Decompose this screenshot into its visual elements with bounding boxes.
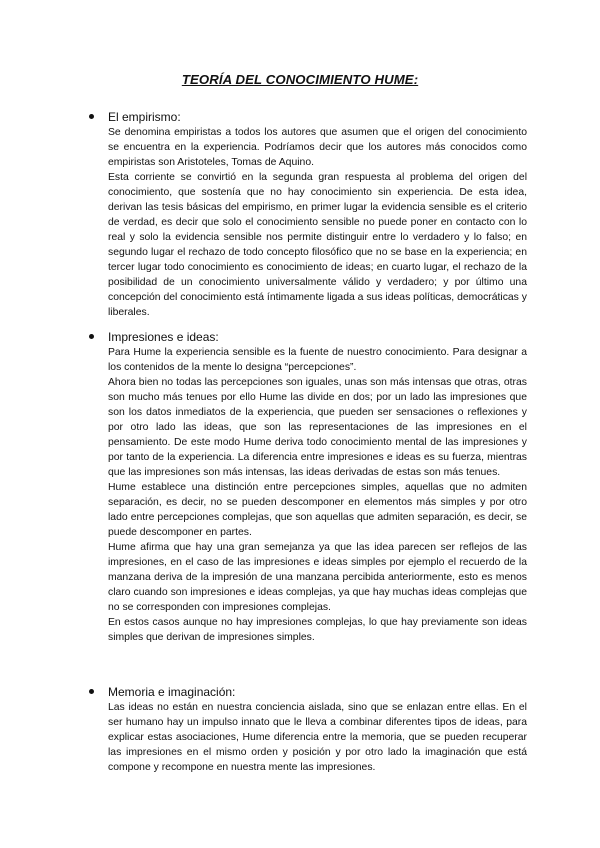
- section-heading-impresiones: [89, 330, 219, 345]
- section-body-impresiones: [108, 345, 527, 645]
- section-heading-empirismo: [89, 110, 181, 125]
- page-title: TEORÍA DEL CONOCIMIENTO HUME:: [181, 72, 419, 87]
- paragraph: Esta corriente se convirtió en la segunda gran respuesta al problema del origen del conocimiento, que sostenía que no hay conocimiento sin experiencia. De esta idea, derivan las tesis básicas del empirismo, en primer lugar la evidencia sensible es el criterio de verdad, es decir que solo el conocimiento sensible no puede poner en contacto con lo real y solo la evidencia sensible nos permite distinguir entre lo verdadero y lo falso; en segundo lugar el rechazo de todo concepto filosófico que no se base en la experiencia; en tercer lugar todo conocimiento es conocimiento de ideas; en cuarto lugar, el rechazo de la posibilidad de un conocimiento universalmente válido y verdadero; y por último una concepción del conocimiento está íntimamente ligada a sus ideas políticas, democráticas y liberales.: [108, 172, 527, 318]
- paragraph: Las ideas no están en nuestra conciencia aislada, sino que se enlazan entre ellas. En el ser humano hay un impulso innato que le lleva a combinar diferentes tipos de ideas, para explicar estas asociaciones, Hume diferencia entre la memoria, que se pueden recuperar las impresiones en el mismo orden y posición y por otro lado la imaginación que está compone y recompone en nuestra mente las impresiones.: [108, 702, 527, 773]
- paragraph: Se denomina empiristas a todos los autores que asumen que el origen del conocimiento se encuentra en la experiencia. Podríamos decir que los autores más conocidos como empiristas son Aristoteles, Tomas de Aquino.: [108, 127, 527, 168]
- paragraph: Hume establece una distinción entre percepciones simples, aquellas que no admiten separación, es decir, no se pueden descomponer en elementos más simples y por otro lado entre percepciones complejas, que son aquellas que admiten separación, es decir, se puede descomponer en partes.: [108, 482, 527, 538]
- bullet-icon: [89, 334, 94, 339]
- section-heading-text: El empirismo:: [108, 110, 181, 124]
- section-heading-text: Impresiones e ideas:: [108, 330, 219, 344]
- section-body-memoria: [108, 700, 527, 775]
- bullet-icon: [89, 689, 94, 694]
- section-heading-memoria: [89, 685, 235, 700]
- section-heading-text: Memoria e imaginación:: [108, 685, 236, 699]
- paragraph: Para Hume la experiencia sensible es la fuente de nuestro conocimiento. Para designar a los contenidos de la mente lo designa “percepciones”.: [108, 347, 527, 373]
- paragraph: Ahora bien no todas las percepciones son iguales, unas son más intensas que otras, otras son mucho más tenues por ello Hume las divide en dos; por un lado las impresiones que son los datos inmediatos de la experiencia, que pueden ser sensaciones o reflexiones y por otro lado las ideas, que son las representaciones de las impresiones en el pensamiento. De este modo Hume deriva todo conocimiento mental de las impresiones y por tanto de la experiencia. La diferencia entre impresiones e ideas es su fuerza, mientras que las impresiones son más intensas, las ideas derivadas de estas son más tenues.: [108, 377, 527, 478]
- paragraph: Hume afirma que hay una gran semejanza ya que las idea parecen ser reflejos de las impresiones, en el caso de las impresiones e ideas simples por ejemplo el recuerdo de la manzana deriva de la impresión de una manzana percibida anteriormente, esto es menos claro cuando son impresiones e ideas complejas, ya que hay muchas ideas complejas que no se corresponden con impresiones complejas.: [108, 542, 527, 613]
- section-body-empirismo: [108, 125, 527, 320]
- paragraph: En estos casos aunque no hay impresiones complejas, lo que hay previamente son ideas simples que derivan de impresiones simples.: [108, 617, 527, 643]
- bullet-icon: [89, 114, 94, 119]
